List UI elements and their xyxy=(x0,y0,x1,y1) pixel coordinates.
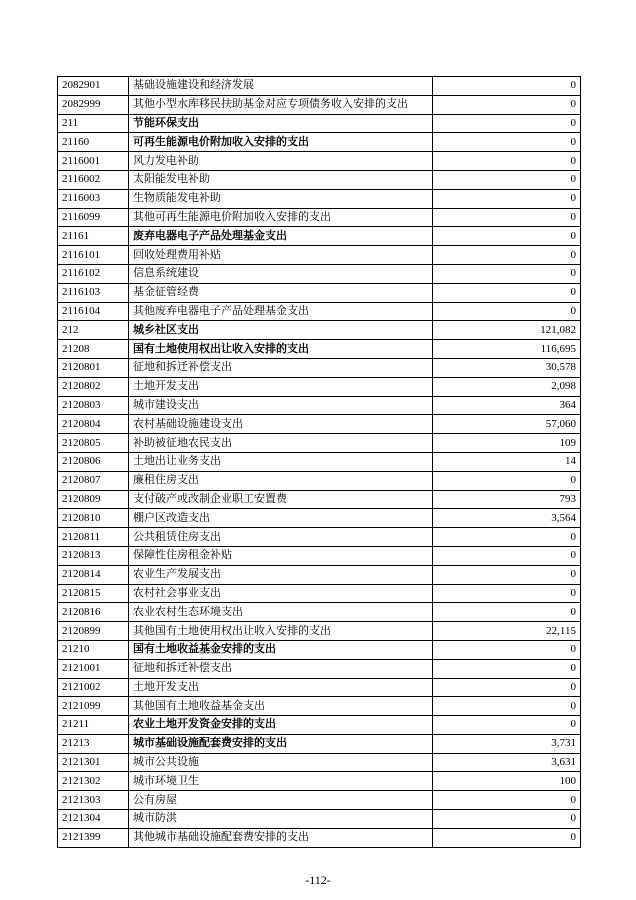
item-name-cell: 其他小型水库移民扶助基金对应专项债务收入安排的支出 xyxy=(129,95,433,114)
table-row xyxy=(58,828,581,847)
code-cell: 21213 xyxy=(58,734,129,753)
item-name-cell: 农业农村生态环境支出 xyxy=(129,603,433,622)
table-row xyxy=(58,753,581,772)
value-cell: 0 xyxy=(433,546,581,565)
page-number: -112- xyxy=(305,873,331,887)
item-name-cell: 征地和拆迁补偿支出 xyxy=(129,659,433,678)
value-cell: 22,115 xyxy=(433,622,581,641)
value-cell: 2,098 xyxy=(433,377,581,396)
table-row xyxy=(58,528,581,547)
table-row xyxy=(58,114,581,133)
code-cell: 21208 xyxy=(58,340,129,359)
item-name-cell: 城市建设支出 xyxy=(129,396,433,415)
item-name-cell: 农业生产发展支出 xyxy=(129,565,433,584)
code-cell: 2121304 xyxy=(58,810,129,829)
item-name-cell: 征地和拆迁补偿支出 xyxy=(129,358,433,377)
value-cell: 0 xyxy=(433,565,581,584)
table-row xyxy=(58,208,581,227)
code-cell: 21161 xyxy=(58,227,129,246)
value-cell: 0 xyxy=(433,189,581,208)
table-row xyxy=(58,415,581,434)
code-cell: 2116101 xyxy=(58,246,129,265)
item-name-cell: 基金征管经费 xyxy=(129,283,433,302)
code-cell: 2082901 xyxy=(58,77,129,96)
value-cell: 364 xyxy=(433,396,581,415)
table-row xyxy=(58,246,581,265)
code-cell: 2121303 xyxy=(58,791,129,810)
code-cell: 2116002 xyxy=(58,170,129,189)
value-cell: 0 xyxy=(433,697,581,716)
code-cell: 2120807 xyxy=(58,471,129,490)
table-row xyxy=(58,509,581,528)
code-cell: 2121302 xyxy=(58,772,129,791)
code-cell: 2120802 xyxy=(58,377,129,396)
item-name-cell: 保障性住房租金补贴 xyxy=(129,546,433,565)
table-row xyxy=(58,170,581,189)
value-cell: 109 xyxy=(433,434,581,453)
value-cell: 121,082 xyxy=(433,321,581,340)
code-cell: 21211 xyxy=(58,716,129,735)
item-name-cell: 其他国有土地使用权出让收入安排的支出 xyxy=(129,622,433,641)
code-cell: 21160 xyxy=(58,133,129,152)
table-row xyxy=(58,471,581,490)
value-cell: 0 xyxy=(433,77,581,96)
value-cell: 0 xyxy=(433,603,581,622)
table-row xyxy=(58,678,581,697)
value-cell: 3,731 xyxy=(433,734,581,753)
item-name-cell: 廉租住房支出 xyxy=(129,471,433,490)
code-cell: 2120803 xyxy=(58,396,129,415)
value-cell: 0 xyxy=(433,640,581,659)
value-cell: 0 xyxy=(433,170,581,189)
value-cell: 0 xyxy=(433,528,581,547)
table-row xyxy=(58,697,581,716)
table-row xyxy=(58,302,581,321)
table-row xyxy=(58,490,581,509)
table-row xyxy=(58,565,581,584)
item-name-cell: 其他城市基础设施配套费安排的支出 xyxy=(129,828,433,847)
budget-table-body xyxy=(58,77,581,848)
value-cell: 116,695 xyxy=(433,340,581,359)
code-cell: 2120813 xyxy=(58,546,129,565)
value-cell: 0 xyxy=(433,302,581,321)
value-cell: 0 xyxy=(433,152,581,171)
table-row xyxy=(58,452,581,471)
item-name-cell: 国有土地收益基金安排的支出 xyxy=(129,640,433,659)
item-name-cell: 太阳能发电补助 xyxy=(129,170,433,189)
value-cell: 0 xyxy=(433,584,581,603)
item-name-cell: 风力发电补助 xyxy=(129,152,433,171)
value-cell: 0 xyxy=(433,264,581,283)
table-row xyxy=(58,640,581,659)
value-cell: 0 xyxy=(433,678,581,697)
code-cell: 2121099 xyxy=(58,697,129,716)
value-cell: 0 xyxy=(433,716,581,735)
table-row xyxy=(58,95,581,114)
item-name-cell: 公共租赁住房支出 xyxy=(129,528,433,547)
item-name-cell: 农村社会事业支出 xyxy=(129,584,433,603)
item-name-cell: 回收处理费用补贴 xyxy=(129,246,433,265)
table-row xyxy=(58,133,581,152)
table-row xyxy=(58,377,581,396)
value-cell: 0 xyxy=(433,828,581,847)
code-cell: 2120810 xyxy=(58,509,129,528)
table-row xyxy=(58,227,581,246)
item-name-cell: 土地开发支出 xyxy=(129,678,433,697)
table-row xyxy=(58,152,581,171)
item-name-cell: 信息系统建设 xyxy=(129,264,433,283)
table-row xyxy=(58,264,581,283)
value-cell: 0 xyxy=(433,659,581,678)
code-cell: 2116003 xyxy=(58,189,129,208)
value-cell: 30,578 xyxy=(433,358,581,377)
item-name-cell: 城乡社区支出 xyxy=(129,321,433,340)
value-cell: 0 xyxy=(433,227,581,246)
item-name-cell: 城市公共设施 xyxy=(129,753,433,772)
table-row xyxy=(58,321,581,340)
table-row xyxy=(58,77,581,96)
table-row xyxy=(58,546,581,565)
value-cell: 793 xyxy=(433,490,581,509)
value-cell: 3,564 xyxy=(433,509,581,528)
value-cell: 0 xyxy=(433,95,581,114)
item-name-cell: 可再生能源电价附加收入安排的支出 xyxy=(129,133,433,152)
value-cell: 14 xyxy=(433,452,581,471)
item-name-cell: 棚户区改造支出 xyxy=(129,509,433,528)
code-cell: 2121399 xyxy=(58,828,129,847)
item-name-cell: 农村基础设施建设支出 xyxy=(129,415,433,434)
item-name-cell: 其他可再生能源电价附加收入安排的支出 xyxy=(129,208,433,227)
table-row xyxy=(58,791,581,810)
table-row xyxy=(58,358,581,377)
table-row xyxy=(58,659,581,678)
code-cell: 2120806 xyxy=(58,452,129,471)
code-cell: 2120814 xyxy=(58,565,129,584)
item-name-cell: 其他废弃电器电子产品处理基金支出 xyxy=(129,302,433,321)
table-row xyxy=(58,716,581,735)
item-name-cell: 节能环保支出 xyxy=(129,114,433,133)
code-cell: 2116103 xyxy=(58,283,129,302)
item-name-cell: 其他国有土地收益基金支出 xyxy=(129,697,433,716)
item-name-cell: 基础设施建设和经济发展 xyxy=(129,77,433,96)
item-name-cell: 废弃电器电子产品处理基金支出 xyxy=(129,227,433,246)
value-cell: 57,060 xyxy=(433,415,581,434)
item-name-cell: 城市基础设施配套费安排的支出 xyxy=(129,734,433,753)
value-cell: 0 xyxy=(433,133,581,152)
code-cell: 2120801 xyxy=(58,358,129,377)
item-name-cell: 公有房屋 xyxy=(129,791,433,810)
code-cell: 2120804 xyxy=(58,415,129,434)
code-cell: 2120805 xyxy=(58,434,129,453)
code-cell: 212 xyxy=(58,321,129,340)
item-name-cell: 补助被征地农民支出 xyxy=(129,434,433,453)
value-cell: 3,631 xyxy=(433,753,581,772)
item-name-cell: 支付破产或改制企业职工安置费 xyxy=(129,490,433,509)
code-cell: 2116102 xyxy=(58,264,129,283)
code-cell: 2116099 xyxy=(58,208,129,227)
code-cell: 2120815 xyxy=(58,584,129,603)
code-cell: 21210 xyxy=(58,640,129,659)
code-cell: 2120899 xyxy=(58,622,129,641)
table-row xyxy=(58,434,581,453)
value-cell: 0 xyxy=(433,283,581,302)
code-cell: 2120811 xyxy=(58,528,129,547)
table-row xyxy=(58,810,581,829)
item-name-cell: 城市环境卫生 xyxy=(129,772,433,791)
table-row xyxy=(58,734,581,753)
code-cell: 2116104 xyxy=(58,302,129,321)
code-cell: 2120816 xyxy=(58,603,129,622)
table-row xyxy=(58,283,581,302)
value-cell: 100 xyxy=(433,772,581,791)
table-row xyxy=(58,622,581,641)
code-cell: 2121301 xyxy=(58,753,129,772)
item-name-cell: 国有土地使用权出让收入安排的支出 xyxy=(129,340,433,359)
value-cell: 0 xyxy=(433,471,581,490)
value-cell: 0 xyxy=(433,810,581,829)
code-cell: 2082999 xyxy=(58,95,129,114)
item-name-cell: 土地出让业务支出 xyxy=(129,452,433,471)
table-row xyxy=(58,772,581,791)
budget-expenditure-table xyxy=(57,76,581,848)
table-row xyxy=(58,189,581,208)
table-row xyxy=(58,396,581,415)
item-name-cell: 农业土地开发资金安排的支出 xyxy=(129,716,433,735)
table-row xyxy=(58,584,581,603)
item-name-cell: 生物质能发电补助 xyxy=(129,189,433,208)
value-cell: 0 xyxy=(433,114,581,133)
item-name-cell: 土地开发支出 xyxy=(129,377,433,396)
item-name-cell: 城市防洪 xyxy=(129,810,433,829)
value-cell: 0 xyxy=(433,791,581,810)
code-cell: 211 xyxy=(58,114,129,133)
code-cell: 2120809 xyxy=(58,490,129,509)
value-cell: 0 xyxy=(433,246,581,265)
table-row xyxy=(58,603,581,622)
code-cell: 2121001 xyxy=(58,659,129,678)
table-row xyxy=(58,340,581,359)
code-cell: 2116001 xyxy=(58,152,129,171)
value-cell: 0 xyxy=(433,208,581,227)
code-cell: 2121002 xyxy=(58,678,129,697)
